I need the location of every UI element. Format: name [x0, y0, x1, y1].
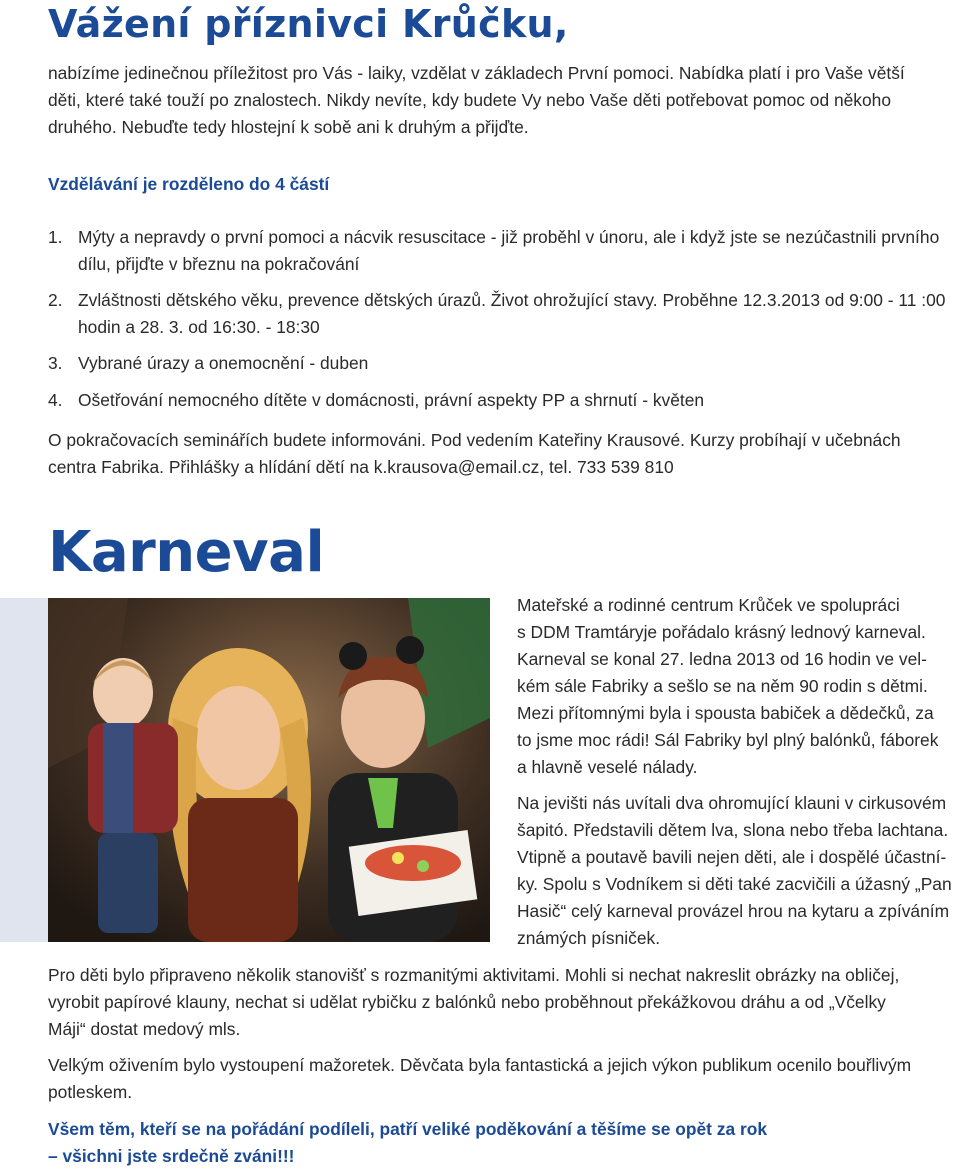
carnival-photo: [48, 598, 490, 942]
carnival-photo-illustration: [48, 598, 490, 942]
list-line: Vybrané úrazy a onemocnění - duben: [78, 353, 369, 373]
list-line: dílu, přijďte v březnu na pokračování: [78, 254, 360, 274]
karneval-line: a hlavně veselé nálady.: [517, 757, 698, 777]
activities-paragraph: [48, 962, 960, 1043]
majorettes-line: potleskem.: [48, 1082, 133, 1102]
karneval-line: kém sále Fabriky a sešlo se na něm 90 rodin s dětmi.: [517, 676, 928, 696]
activities-line: Máji“ dostat medový mls.: [48, 1019, 241, 1039]
list-number: 1.: [48, 227, 63, 247]
karneval-line: šapitó. Představili dětem lva, slona nebo třeba lachtana.: [517, 820, 949, 840]
karneval-line: Mateřské a rodinné centrum Krůček ve spolupráci: [517, 595, 900, 615]
list-number: 2.: [48, 290, 63, 310]
karneval-line: Na jevišti nás uvítali dva ohromující klauni v cirkusovém: [517, 793, 947, 813]
closing-paragraph: [48, 1116, 960, 1168]
section-title-karneval: Karneval: [48, 520, 325, 585]
list-number: 4.: [48, 390, 63, 410]
karneval-paragraph: [517, 790, 960, 952]
activities-line: vyrobit papírové klauny, nechat si udělat rybičku z balónků nebo proběhnout překážkovou dráhu a od „Včelky: [48, 992, 886, 1012]
info-paragraph: [48, 427, 960, 481]
karneval-line: známých písniček.: [517, 928, 661, 948]
karneval-line: Hasič“ celý karneval provázel hrou na kytaru a zpíváním: [517, 901, 950, 921]
closing-line: Všem těm, kteří se na pořádání podíleli, patří veliké poděkování a těšíme se opět za rok: [48, 1119, 768, 1139]
karneval-line: to jsme moc rádi! Sál Fabriky byl plný balónků, fáborek: [517, 730, 939, 750]
karneval-line: Karneval se konal 27. ledna 2013 od 16 hodin ve vel-: [517, 649, 927, 669]
karneval-line: Mezi přítomnými byla i spousta babiček a dědečků, za: [517, 703, 934, 723]
info-line: O pokračovacích seminářích budete informováni. Pod vedením Kateřiny Krausové. Kurzy probíhají v učebnách: [48, 430, 901, 450]
majorettes-paragraph: [48, 1052, 960, 1106]
list-line: hodin a 28. 3. od 16:30. - 18:30: [78, 317, 320, 337]
activities-line: Pro děti bylo připraveno několik stanovišť s rozmanitými aktivitami. Mohli si nechat nakreslit obrázky na obličej,: [48, 965, 900, 985]
karneval-line: s DDM Tramtáryje pořádalo krásný lednový karneval.: [517, 622, 926, 642]
info-line: centra Fabrika. Přihlášky a hlídání dětí na k.krausova@email.cz, tel. 733 539 810: [48, 457, 674, 477]
intro-line: druhého. Nebuďte tedy hlostejní k sobě ani k druhým a přijďte.: [48, 117, 529, 137]
intro-paragraph: [48, 60, 960, 141]
majorettes-line: Velkým oživením bylo vystoupení mažoretek. Děvčata byla fantastická a jejich výkon publikum ocenilo bouřlivým: [48, 1055, 912, 1075]
list-line: Zvláštnosti dětského věku, prevence dětských úrazů. Život ohrožující stavy. Proběhne 12.3.2013 od 9:00 - 11 :00: [78, 290, 946, 310]
karneval-line: ky. Spolu s Vodníkem si děti také zacvičili a úžasný „Pan: [517, 874, 952, 894]
decorative-band: [0, 598, 48, 942]
list-line: Mýty a nepravdy o první pomoci a nácvik resuscitace - již proběhl v únoru, ale i když jste se nezúčastnili prvního: [78, 227, 940, 247]
list-line: Ošetřování nemocného dítěte v domácnosti, právní aspekty PP a shrnutí - květen: [78, 390, 705, 410]
intro-line: nabízíme jedinečnou příležitost pro Vás - laiky, vzdělat v základech První pomoci. Nabídka platí i pro Vaše větší: [48, 63, 905, 83]
intro-line: děti, které také touží po znalostech. Nikdy nevíte, kdy budete Vy nebo Vaše děti potřebovat pomoc od někoho: [48, 90, 892, 110]
section-subheading: Vzdělávání je rozděleno do 4 částí: [48, 174, 330, 194]
list-number: 3.: [48, 353, 63, 373]
closing-line: – všichni jste srdečně zváni!!!: [48, 1146, 295, 1166]
karneval-line: Vtipně a poutavě bavili nejen děti, ale i dospělé účastní-: [517, 847, 947, 867]
page-title: Vážení příznivci Krůčku,: [48, 2, 569, 46]
karneval-paragraph: [517, 592, 960, 781]
